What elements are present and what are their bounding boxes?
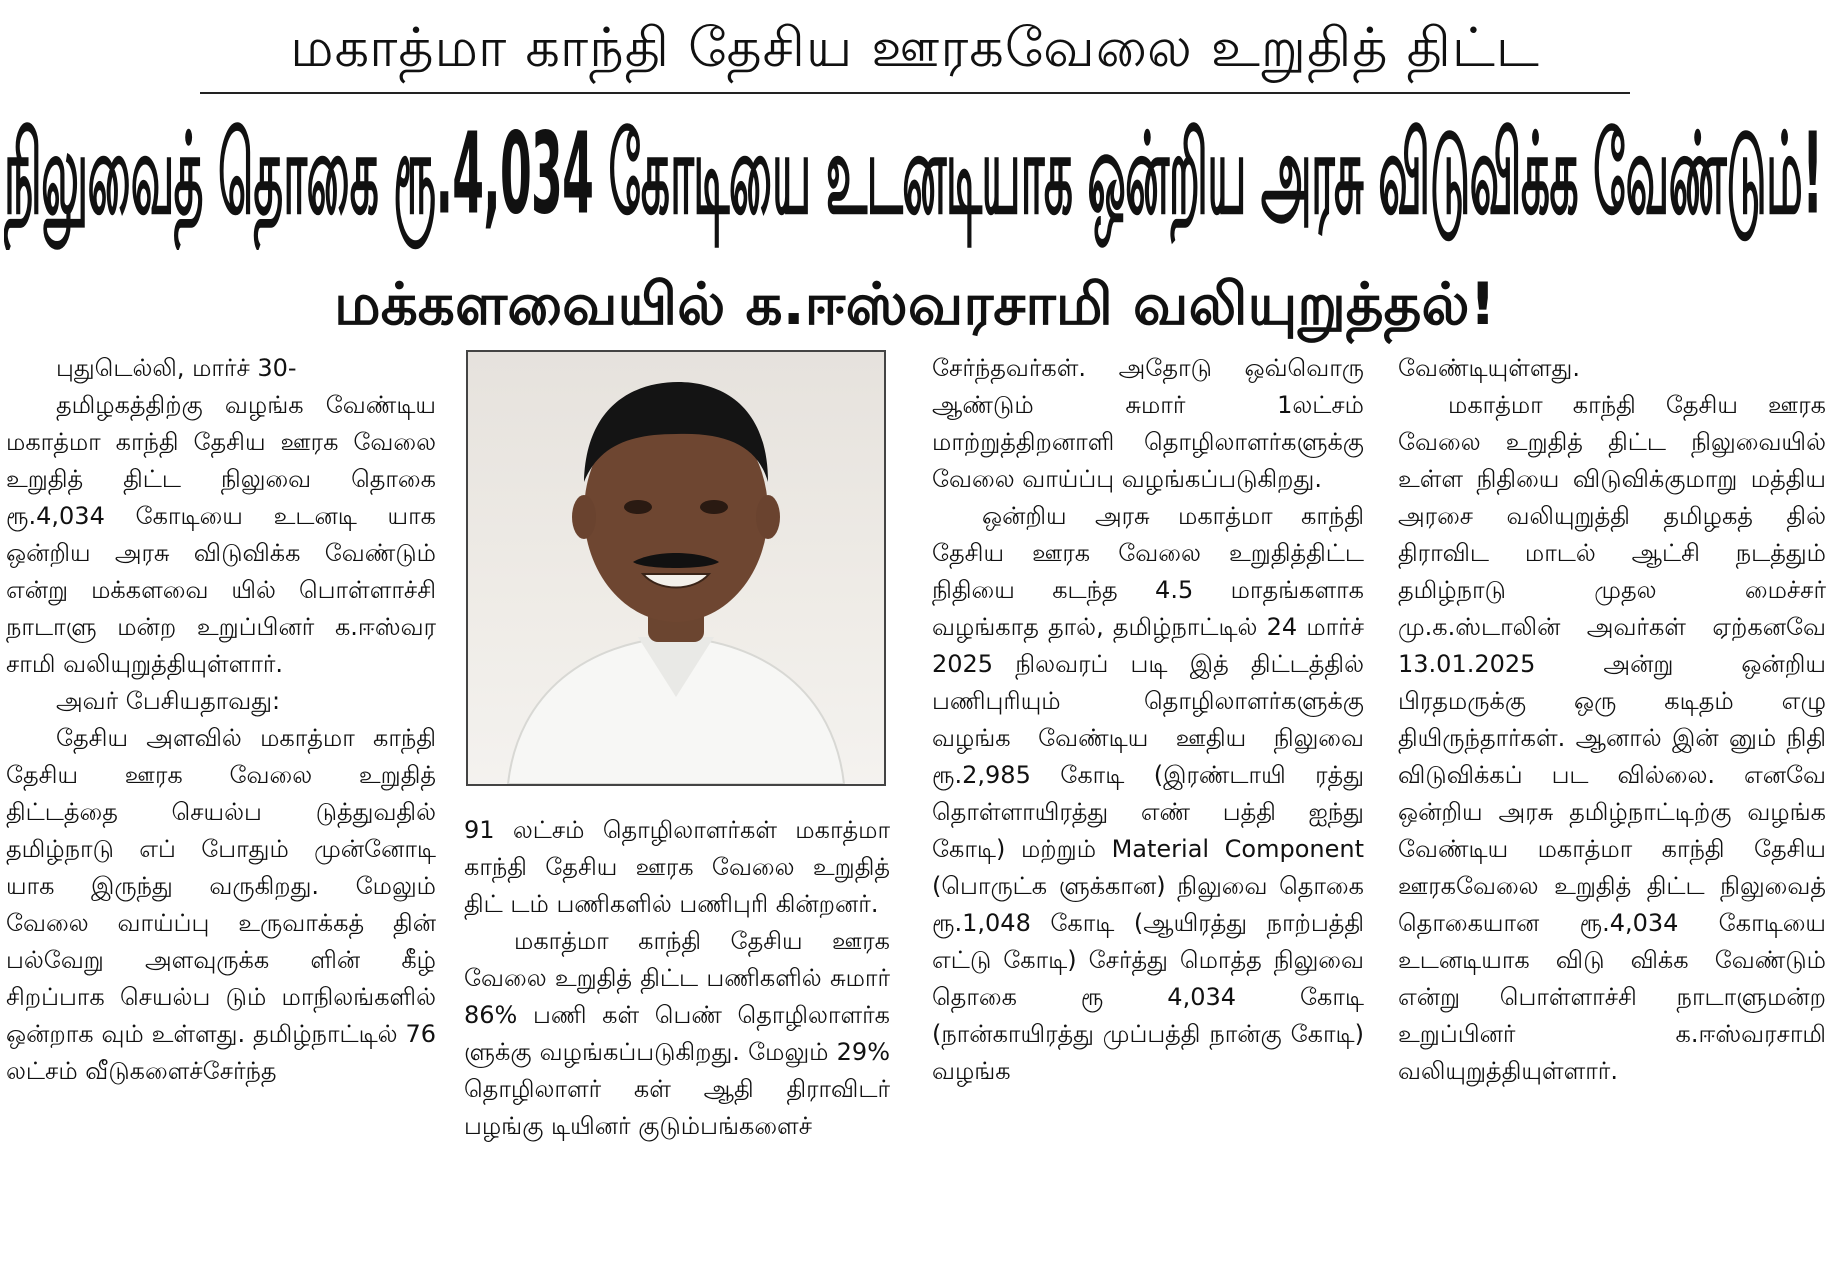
dateline: புதுடெல்லி, மார்ச் 30- xyxy=(56,354,297,382)
paragraph: சேர்ந்தவர்கள். அதோடு ஒவ்வொரு ஆண்டும் சுமார் 1லட்சம் மாற்றுத்திறனாளி தொழிலாளர்களுக்கு வேலை வாய்ப்பு வழங்கப்படுகிறது. xyxy=(932,354,1364,493)
paragraph: மகாத்மா காந்தி தேசிய ஊரக வேலை உறுதித் திட்ட நிலுவையில் உள்ள நிதியை விடுவிக்குமாறு மத்திய அரசை வலியுறுத்தி தமிழகத் தில் திராவிட மாடல் ஆட்சி நடத்தும் தமிழ்நாடு முதல மைச்சர் மு.க.ஸ்டாலின் அவர்கள் ஏற்கனவே 13.01.2025 அன்று ஒன்றிய பிரதமருக்கு ஒரு கடிதம் எழு தியிருந்தார்கள். ஆனால் இன் னும் நிதி விடுவிக்கப் பட வில்லை. எனவே ஒன்றிய அரசு தமிழ்நாட்டிற்கு வழங்க வேண்டிய மகாத்மா காந்தி தேசிய ஊரகவேலை உறுதித் திட்ட நிலுவைத் தொகையான ரூ.4,034 கோடியை உடனடியாக விடு விக்க வேண்டும் என்று பொள்ளாச்சி நாடாளுமன்ற உறுப்பினர் க.ஈஸ்வரசாமி வலியுறுத்தியுள்ளார். xyxy=(1398,391,1826,1085)
kicker-heading: மகாத்மா காந்தி தேசிய ஊரகவேலை உறுதித் திட்ட xyxy=(290,16,1540,79)
paragraph: ஒன்றிய அரசு மகாத்மா காந்தி தேசிய ஊரக வேலை உறுதித்திட்ட நிதியை கடந்த 4.5 மாதங்களாக வழங்காத தால், தமிழ்நாட்டில் 24 மார்ச் 2025 நிலவரப் படி இத் திட்டத்தில் பணிபுரியும் தொழிலாளர்களுக்கு வழங்க வேண்டிய ஊதிய நிலுவை ரூ.2,985 கோடி (இரண்டாயி ரத்து தொள்ளாயிரத்து எண் பத்தி ஐந்து கோடி) மற்றும் Material Component (பொருட்க ளுக்கான) நிலுவை தொகை ரூ.1,048 கோடி (ஆயிரத்து நாற்பத்தி எட்டு கோடி) சேர்த்து மொத்த நிலுவை தொகை ரூ 4,034 கோடி (நான்காயிரத்து முப்பத்தி நான்கு கோடி) வழங்க xyxy=(932,502,1364,1085)
article-column-3 xyxy=(932,350,1364,1090)
portrait-illustration xyxy=(468,352,884,784)
subheadline: மக்களவையில் க.ஈஸ்வரசாமி வலியுறுத்தல்! xyxy=(334,270,1496,338)
article-column-2 xyxy=(464,812,890,1145)
kicker-rule xyxy=(200,92,1630,94)
paragraph: தமிழகத்திற்கு வழங்க வேண்டிய மகாத்மா காந்தி தேசிய ஊரக வேலை உறுதித் திட்ட நிலுவை தொகை ரூ.4,034 கோடியை உடனடி யாக ஒன்றிய அரசு விடுவிக்க வேண்டும் என்று மக்களவை யில் பொள்ளாச்சி நாடாளு மன்ற உறுப்பினர் க.ஈஸ்வர சாமி வலியுறுத்தியுள்ளார். xyxy=(6,391,436,678)
paragraph: அவர் பேசியதாவது: xyxy=(56,687,281,715)
paragraph: தேசிய அளவில் மகாத்மா காந்தி தேசிய ஊரக வேலை உறுதித் திட்டத்தை செயல்ப டுத்துவதில் தமிழ்நாடு எப் போதும் முன்னோடி யாக இருந்து வருகிறது. மேலும் வேலை வாய்ப்பு உருவாக்கத் தின் பல்வேறு அளவுருக்க ளின் கீழ் சிறப்பாக செயல்ப டும் மாநிலங்களில் ஒன்றாக வும் உள்ளது. தமிழ்நாட்டில் 76 லட்சம் வீடுகளைச்சேர்ந்த xyxy=(6,724,436,1085)
main-headline xyxy=(4,100,1826,250)
article-column-1 xyxy=(6,350,436,1090)
article-column-4 xyxy=(1398,350,1826,1090)
paragraph: மகாத்மா காந்தி தேசிய ஊரக வேலை உறுதித் திட்ட பணிகளில் சுமார் 86% பணி கள் பெண் தொழிலாளர்க ளுக்கு வழங்கப்படுகிறது. மேலும் 29% தொழிலாளர் கள் ஆதி திராவிடர் பழங்கு டியினர் குடும்பங்களைச் xyxy=(464,927,890,1140)
main-headline-text: நிலுவைத் தொகை ரூ.4,034 கோடியை உடனடியாக ஒன்றிய அரசு விடுவிக்க வேண்டும்! xyxy=(4,108,1823,240)
paragraph: 91 லட்சம் தொழிலாளர்கள் மகாத்மா காந்தி தேசிய ஊரக வேலை உறுதித் திட் டம் பணிகளில் பணிபுரி கின்றனர். xyxy=(464,816,890,918)
portrait-photo xyxy=(466,350,886,786)
paragraph: வேண்டியுள்ளது. xyxy=(1398,354,1580,382)
